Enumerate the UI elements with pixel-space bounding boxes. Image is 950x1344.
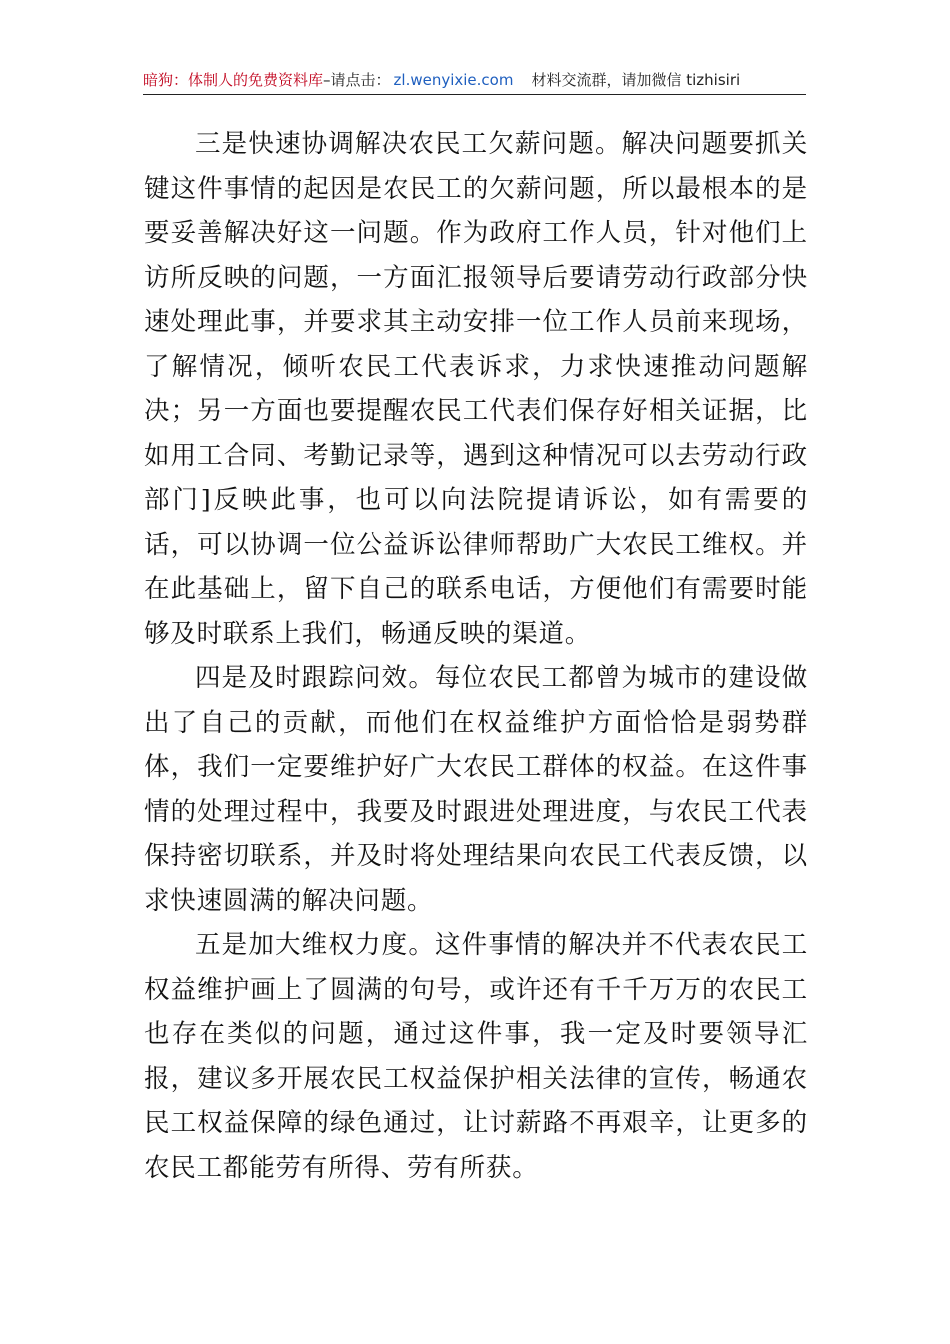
header-contact-note: 材料交流群，请加微信 tizhisiri	[531, 71, 741, 89]
paragraph-three: 三是快速协调解决农民工欠薪问题。解决问题要抓关键这件事情的起因是农民工的欠薪问题，所以最根本的是要妥善解决好这一问题。作为政府工作人员，针对他们上访所反映的问题，一方面汇报领导后要请劳动行政部分快速处理此事，并要求其主动安排一位工作人员前来现场，了解情况，倾听农民工代表诉求，力求快速推动问题解决；另一方面也要提醒农民工代表们保存好相关证据，比如用工合同、考勤记录等，遇到这种情况可以去劳动行政部门]反映此事，也可以向法院提请诉讼，如有需要的话，可以协调一位公益诉讼律师帮助广大农民工维权。并在此基础上，留下自己的联系电话，方便他们有需要时能够及时联系上我们，畅通反映的渠道。	[144, 129, 808, 649]
header-site-link[interactable]: zl.wenyixie.com	[393, 71, 514, 89]
header-prompt-text: –请点击：	[323, 71, 391, 89]
paragraph-five: 五是加大维权力度。这件事情的解决并不代表农民工权益维护画上了圆满的句号，或许还有千千万万的农民工也存在类似的问题，通过这件事，我一定及时要领导汇报，建议多开展农民工权益保护相关法律的宣传，畅通农民工权益保障的绿色通过，让讨薪路不再艰辛，让更多的农民工都能劳有所得、劳有所获。	[144, 930, 808, 1183]
header-brand-text: 暗狗：体制人的免费资料库	[143, 71, 324, 89]
paragraph-four: 四是及时跟踪问效。每位农民工都曾为城市的建设做出了自己的贡献，而他们在权益维护方面恰恰是弱势群体，我们一定要维护好广大农民工群体的权益。在这件事情的处理过程中，我要及时跟进处理进度，与农民工代表保持密切联系，并及时将处理结果向农民工代表反馈，以求快速圆满的解决问题。	[144, 663, 808, 916]
page-header	[143, 66, 806, 95]
document-body	[144, 122, 808, 1190]
